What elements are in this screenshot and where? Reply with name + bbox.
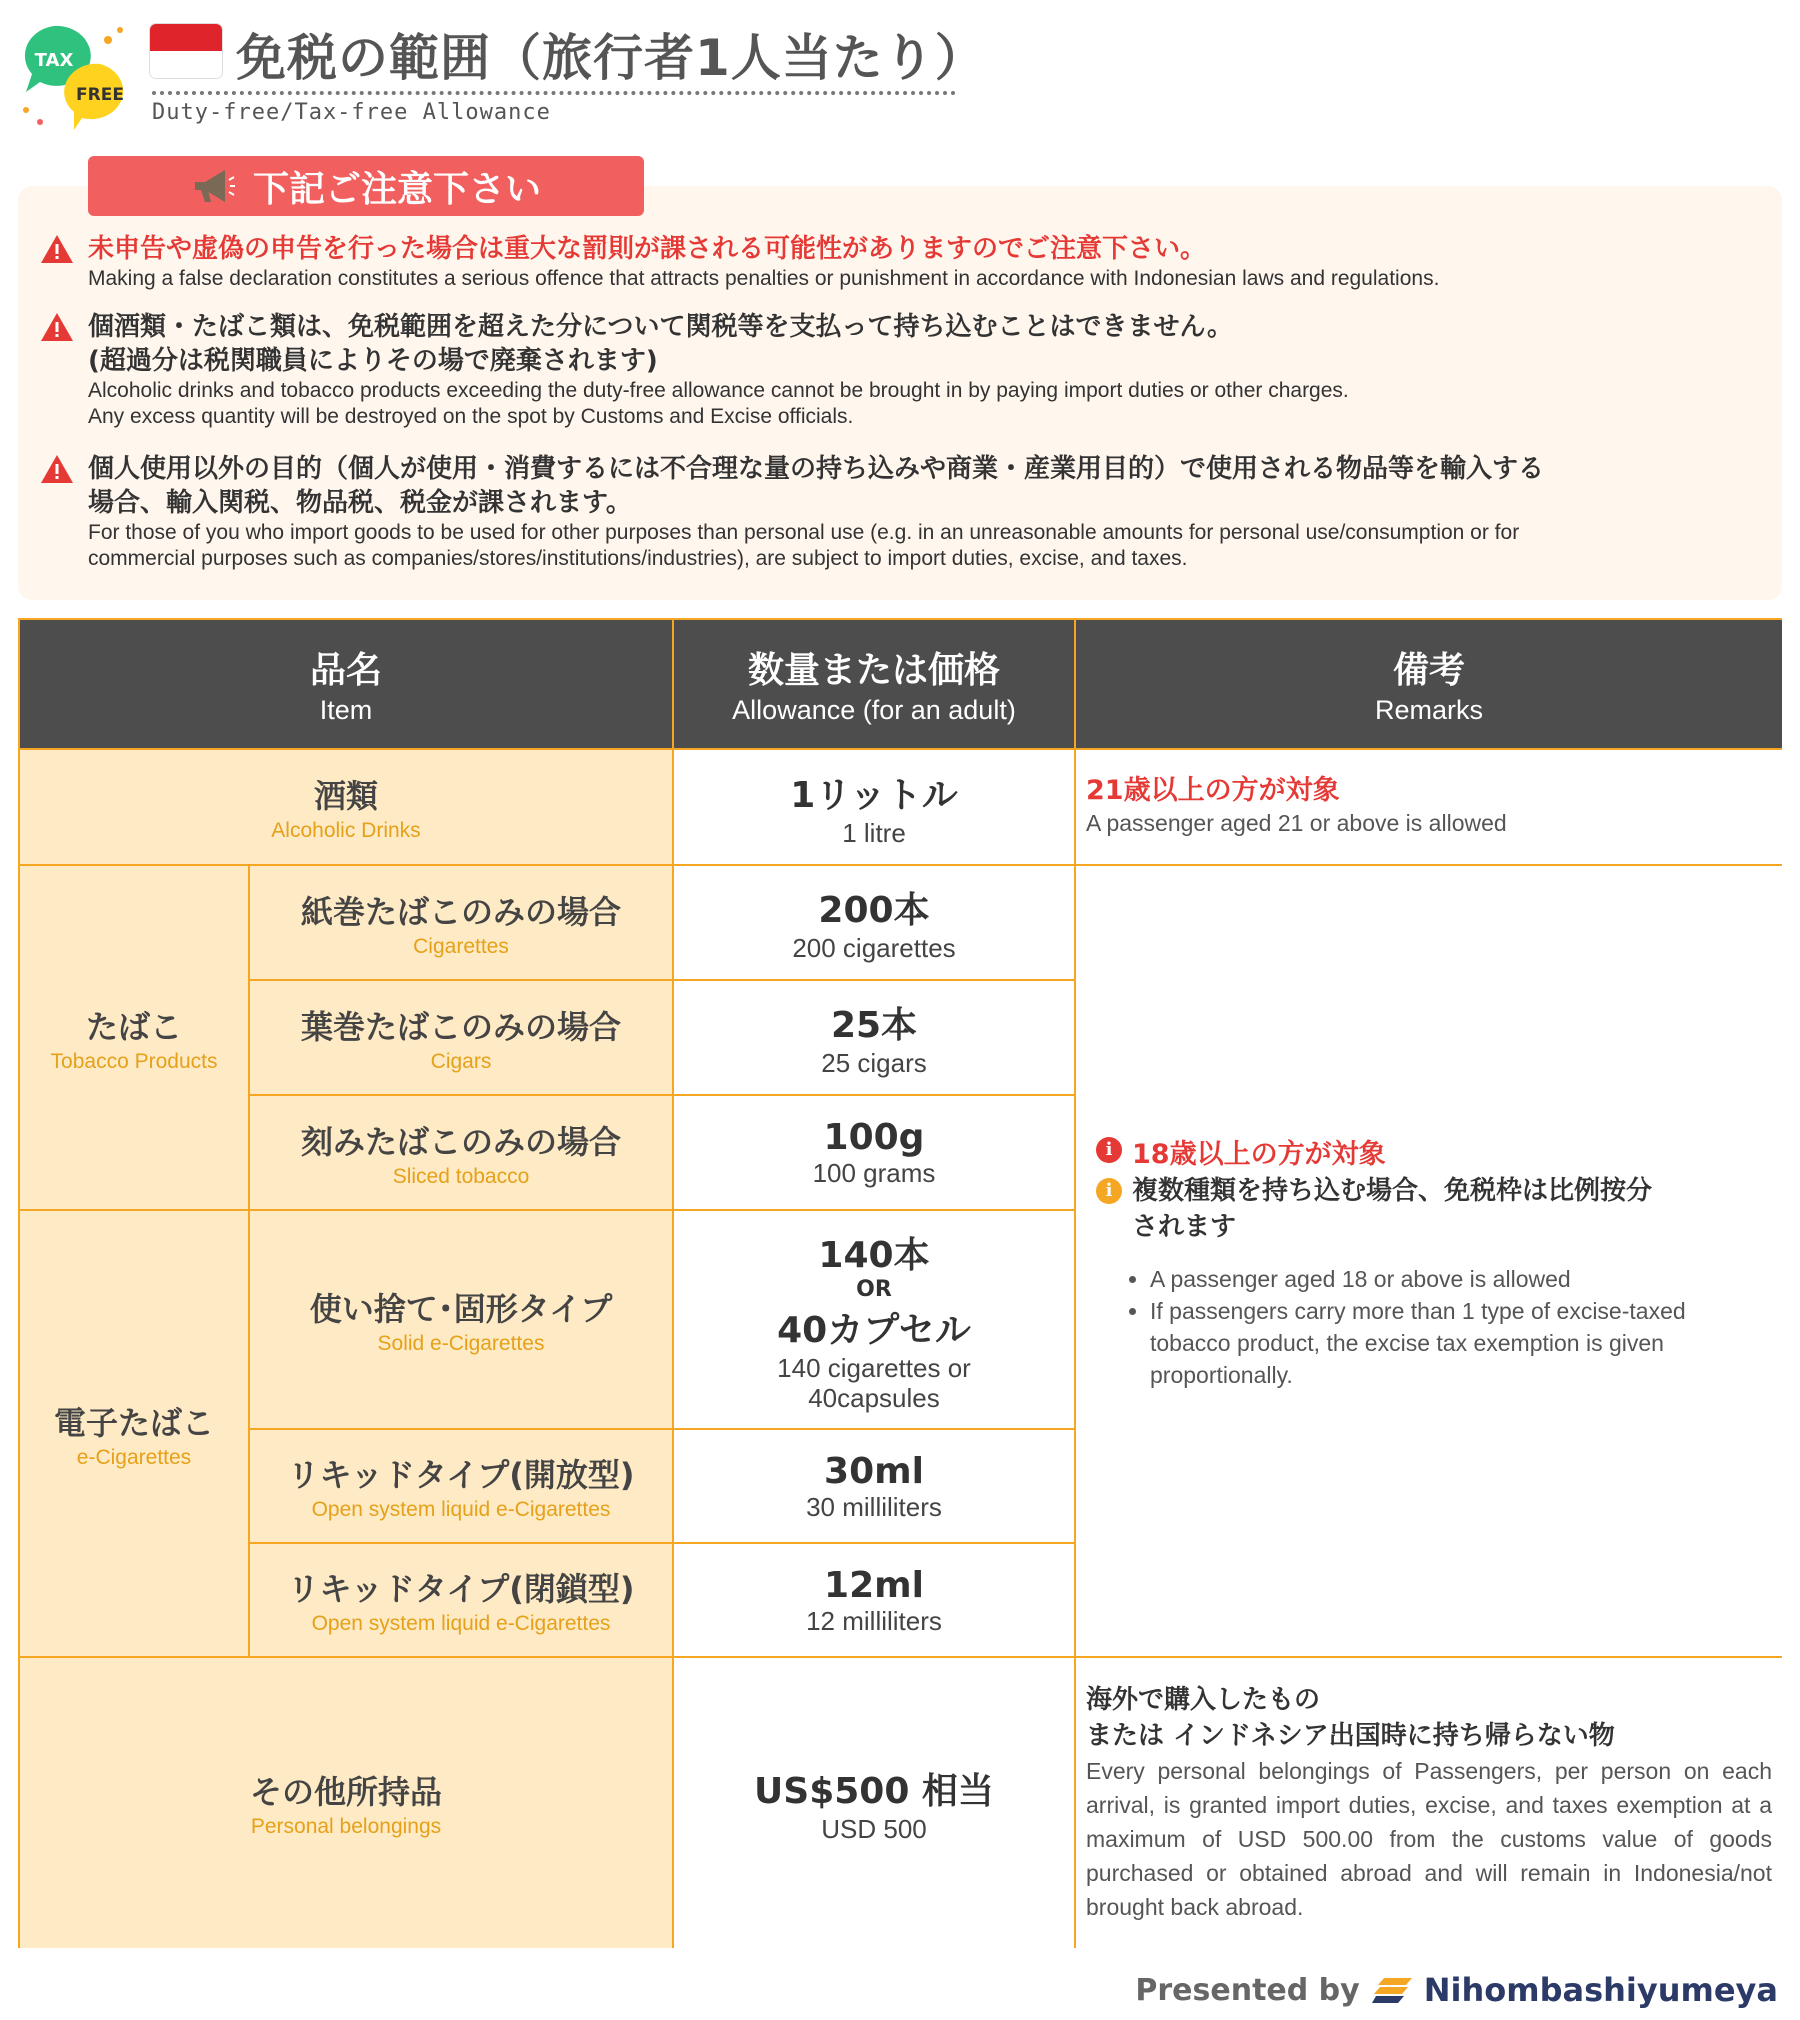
notice-item-1-en: Making a false declaration constitutes a serious offence that attracts penalties or punishment in accordance with Indonesian laws and regulations. <box>88 267 1440 290</box>
item-sliced-tobacco <box>250 1096 674 1211</box>
notice-item-1-ja: 未申告や虚偽の申告を行った場合は重大な罰則が課される可能性がありますのでご注意下さい。 <box>88 234 1207 264</box>
title-divider <box>152 91 956 95</box>
tax-free-logo <box>18 18 138 138</box>
remark-tobacco-prorate-b: されます <box>1132 1211 1237 1242</box>
item-open-liquid-ja: リキッドタイプ(開放型) <box>287 1456 635 1494</box>
amount-cigarettes-value: 200本 <box>818 890 930 931</box>
amount-closed-liquid-value: 12ml <box>824 1564 924 1606</box>
amount-solid-ecig <box>674 1211 1076 1430</box>
remark-personal-belongings-en: Every personal belongings of Passengers, per person on each arrival, is granted import duties, excise, and taxes exemption at a maximum of USD 500.00 from the customs value of goods purchased or obtained abroad and will remain in Indonesia/not brought back abroad. <box>1086 1758 1772 1920</box>
item-sliced-tobacco-en: Sliced tobacco <box>392 1164 530 1188</box>
page-subtitle: Duty-free/Tax-free Allowance <box>152 100 551 125</box>
item-cigarettes-ja: 紙巻たばこのみの場合 <box>300 892 621 931</box>
item-cigarettes-en: Cigarettes <box>413 934 509 958</box>
notice-item-2-en: Alcoholic drinks and tobacco products exceeding the duty-free allowance cannot be brought in by paying import duties or other charges. <box>88 379 1349 402</box>
list-item: • If passengers carry more than 1 type of excise-taxed tobacco product, the excise tax exemption is given proportionally. <box>1150 1295 1760 1391</box>
footer-brand: Nihombashiyumeya <box>1423 1971 1778 2009</box>
amount-alcohol-en: 1 litre <box>842 817 906 848</box>
remark-tobacco-list <box>1150 1263 1760 1391</box>
notice-item-1 <box>40 232 1760 292</box>
warning-icon <box>40 234 74 264</box>
amount-cigars-en: 25 cigars <box>821 1048 927 1078</box>
remark-personal-belongings-ja1: 海外で購入したもの <box>1086 1685 1321 1715</box>
amount-alcohol-value: 1リットル <box>790 774 958 816</box>
item-cigars-en: Cigars <box>430 1049 492 1073</box>
amount-sliced-tobacco-value: 100g <box>823 1117 925 1158</box>
page-header <box>18 14 1018 134</box>
amount-cigarettes-en: 200 cigarettes <box>792 933 956 963</box>
item-cigars-ja: 葉巻たばこのみの場合 <box>300 1007 621 1046</box>
item-sliced-tobacco-ja: 刻みたばこのみの場合 <box>300 1122 621 1161</box>
amount-personal-belongings-value: US$500 相当 <box>754 1770 994 1812</box>
header-allowance-ja: 数量または価格 <box>747 650 1000 691</box>
amount-solid-ecig-en1: 140 cigarettes or <box>777 1352 971 1383</box>
notice-tab-label: 下記ご注意下さい <box>252 168 541 210</box>
footer-presented-by: Presented by <box>1135 1972 1360 2008</box>
item-solid-ecig-en: Solid e-Cigarettes <box>377 1331 545 1355</box>
remark-alcohol <box>1076 750 1782 866</box>
notice-item-3-ja2: 場合、輸入関税、物品税、税金が課されます。 <box>88 488 632 518</box>
item-cigars <box>250 981 674 1096</box>
notice-item-3-en: For those of you who import goods to be used for other purposes than personal use (e.g. in an unreasonable amounts for personal use/consumption or for <box>88 521 1520 544</box>
header-remarks <box>1076 620 1782 750</box>
item-alcohol-en: Alcoholic Drinks <box>271 819 421 842</box>
remark-tobacco-line-2 <box>1096 1173 1652 1245</box>
header-remarks-ja: 備考 <box>1392 650 1465 691</box>
amount-open-liquid-value: 30ml <box>824 1450 924 1492</box>
header-allowance-en: Allowance (for an adult) <box>732 695 1016 725</box>
amount-alcohol <box>674 750 1076 866</box>
item-cigarettes <box>250 866 674 981</box>
group-ecigarettes <box>20 1211 250 1658</box>
header-allowance <box>674 620 1076 750</box>
logo-tax-text: TAX <box>34 50 74 71</box>
amount-solid-ecig-value1: 140本 <box>818 1234 930 1276</box>
group-ecigarettes-ja: 電子たばこ <box>53 1403 214 1442</box>
header-item-en: Item <box>319 695 373 725</box>
remark-tobacco-age: 18歳以上の方が対象 <box>1132 1138 1386 1170</box>
amount-open-liquid <box>674 1430 1076 1544</box>
amount-sliced-tobacco-en: 100 grams <box>812 1158 936 1188</box>
header-item-ja: 品名 <box>309 650 382 691</box>
item-closed-liquid-en: Open system liquid e-Cigarettes <box>311 1612 611 1635</box>
amount-closed-liquid <box>674 1544 1076 1658</box>
amount-personal-belongings <box>674 1658 1076 1948</box>
footer <box>1135 1968 1778 2012</box>
item-closed-liquid-ja: リキッドタイプ(閉鎖型) <box>287 1570 635 1608</box>
amount-closed-liquid-en: 12 milliliters <box>806 1605 942 1636</box>
remark-tobacco <box>1076 866 1782 1658</box>
group-tobacco-ja: たばこ <box>85 1007 182 1046</box>
allowance-table <box>18 618 1782 1948</box>
item-solid-ecig <box>250 1211 674 1430</box>
warning-icon <box>40 312 74 342</box>
remark-tobacco-prorate-a: 複数種類を持ち込む場合、免税枠は比例按分 <box>1132 1175 1653 1206</box>
amount-open-liquid-en: 30 milliliters <box>806 1491 942 1522</box>
notice-item-2-ja2: (超過分は税関職員によりその場で廃棄されます) <box>88 346 658 376</box>
item-personal-belongings-ja: その他所持品 <box>249 1773 442 1811</box>
item-alcohol-ja: 酒類 <box>313 777 378 815</box>
item-open-liquid-en: Open system liquid e-Cigarettes <box>311 1498 611 1521</box>
group-tobacco-en: Tobacco Products <box>50 1049 218 1073</box>
group-tobacco <box>20 866 250 1211</box>
item-alcohol <box>20 750 674 866</box>
remark-alcohol-en: A passenger aged 21 or above is allowed <box>1086 810 1507 836</box>
indonesia-flag <box>150 24 222 78</box>
megaphone-icon <box>191 166 235 206</box>
item-closed-liquid <box>250 1544 674 1658</box>
amount-solid-ecig-en2: 40capsules <box>808 1382 940 1413</box>
notice-item-3-ja: 個人使用以外の目的（個人が使用・消費するには不合理な量の持ち込みや商業・産業用目的）で使用される物品等を輸入する <box>88 454 1545 484</box>
list-item: • A passenger aged 18 or above is allowed <box>1150 1263 1760 1295</box>
warning-icon <box>40 454 74 484</box>
amount-solid-ecig-or: OR <box>856 1276 892 1302</box>
item-personal-belongings-en: Personal belongings <box>250 1815 442 1838</box>
notice-tab <box>88 156 644 216</box>
info-icon: i <box>1096 1178 1122 1204</box>
notice-item-3-en2: commercial purposes such as companies/stores/institutions/industries), are subject to import duties, excise, and taxes. <box>88 547 1188 570</box>
info-icon: i <box>1096 1137 1122 1163</box>
remark-tobacco-line-1 <box>1096 1132 1386 1171</box>
amount-cigarettes <box>674 866 1076 981</box>
group-ecigarettes-en: e-Cigarettes <box>76 1445 192 1469</box>
item-personal-belongings <box>20 1658 674 1948</box>
remark-personal-belongings-ja2: または インドネシア出国時に持ち帰らない物 <box>1086 1721 1615 1751</box>
amount-personal-belongings-en: USD 500 <box>821 1813 927 1844</box>
header-item <box>20 620 674 750</box>
brand-mark-icon <box>1372 1976 1412 2004</box>
item-open-liquid <box>250 1430 674 1544</box>
logo-free-text: FREE <box>76 85 124 105</box>
notice-item-2 <box>40 310 1760 430</box>
notice-item-3 <box>40 452 1760 572</box>
notice-item-2-ja: 個酒類・たばこ類は、免税範囲を超えた分について関税等を支払って持ち込むことはできません。 <box>88 312 1234 342</box>
remark-alcohol-ja: 21歳以上の方が対象 <box>1086 775 1340 806</box>
item-solid-ecig-ja: 使い捨て･固形タイプ <box>309 1289 613 1328</box>
amount-cigars <box>674 981 1076 1096</box>
amount-sliced-tobacco <box>674 1096 1076 1211</box>
remark-personal-belongings <box>1076 1658 1782 1948</box>
notice-item-2-en2: Any excess quantity will be destroyed on the spot by Customs and Excise officials. <box>88 405 854 428</box>
header-remarks-en: Remarks <box>1374 695 1483 725</box>
amount-solid-ecig-value2: 40カプセル <box>777 1309 971 1351</box>
page-title: 免税の範囲（旅行者1人当たり） <box>236 29 986 87</box>
amount-cigars-value: 25本 <box>830 1005 918 1046</box>
